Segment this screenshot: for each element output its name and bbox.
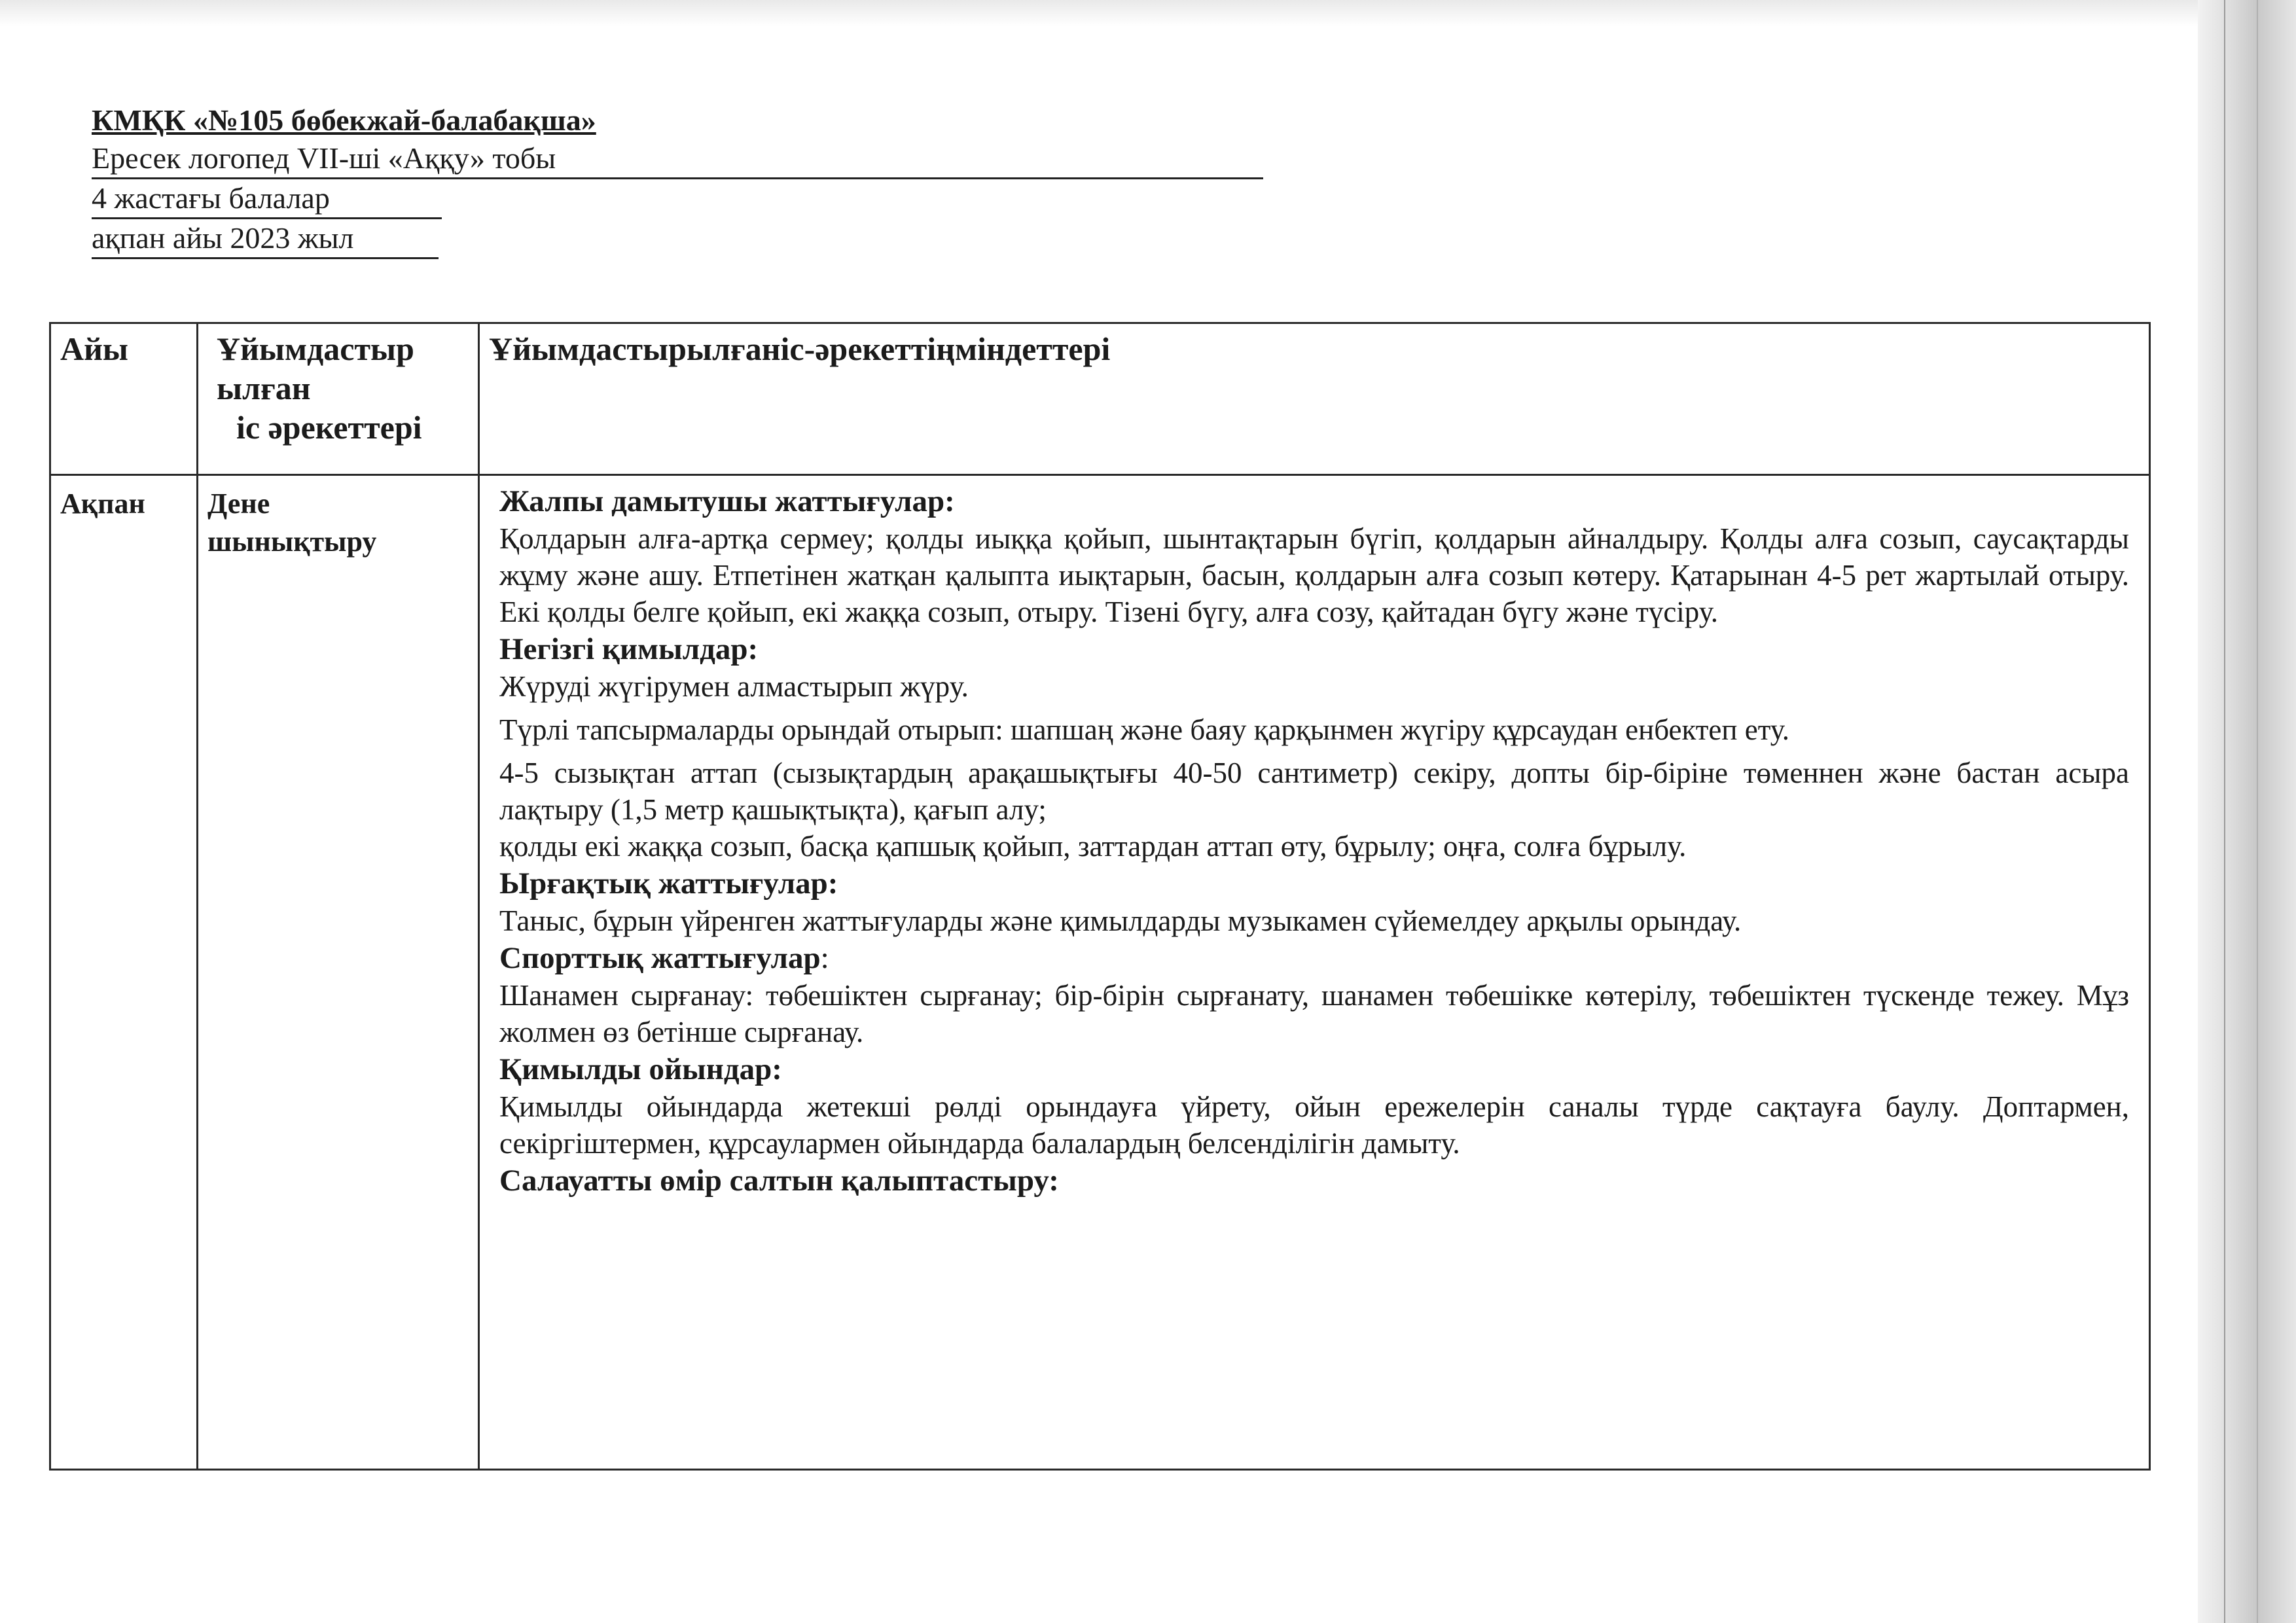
section-paragraph: Таныс, бұрын үйренген жаттығуларды және қимылдарды музыкамен сүйемелдеу арқылы орындау. <box>499 904 1742 937</box>
document-header <box>92 101 1335 259</box>
section-paragraph: Қимылды ойындарда жетекші рөлді орындауға үйрету, ойын ережелерін саналы түрде сақтауға баулу. Доптармен, секіргіштермен, құрсаулармен ойындарда балалардың белсенділігін дамыту. <box>499 1090 2129 1160</box>
activity-plan-table <box>49 322 2151 1471</box>
section-title: Негізгі қимылдар: <box>499 632 759 666</box>
section-title: Спорттық жаттығулар: <box>499 941 829 975</box>
row-activity <box>198 475 479 1470</box>
section-paragraph: 4-5 сызықтан аттап (сызықтардың арақашықтығы 40-50 сантиметр) секіру, допты бір-біріне төменнен және бастан асыра лақтыру (1,5 метр қашықтықта), қағып алу; <box>499 757 2129 826</box>
section-general-exercises <box>499 482 2129 630</box>
scan-top-shadow <box>0 0 2199 26</box>
section-sport-exercises <box>499 939 2129 1050</box>
section-paragraph: Қолдарын алға-артқа сермеу; қолды иыққа қойып, шынтақтарын бүгіп, қолдарын айналдыру. Қолды алға созып, саусақтарды жұму және ашу. Етпетінен жатқан қалыпта иықтарын, басын, қолдарын алға созып көтеру. Қатарынан 4-5 рет жартылай отыру. Екі қолды белге қойып, екі жаққа созып, отыру. Тізені бүгу, алға созу, қайтадан бүгу және түсіру. <box>499 522 2129 628</box>
scan-page-edge <box>2198 0 2296 1623</box>
header-tasks: Ұйымдастырылғаніс-әрекеттіңміндеттері <box>479 323 2150 475</box>
section-movement-games <box>499 1050 2129 1162</box>
section-title: Қимылды ойындар: <box>499 1052 782 1086</box>
section-paragraph: Түрлі тапсырмаларды орындай отырып: шапшаң және баяу қарқынмен жүгіру құрсаудан енбектеп ету. <box>499 713 1790 746</box>
table-header-row <box>50 323 2150 475</box>
row-month: Ақпан <box>50 475 198 1470</box>
row-tasks <box>479 475 2150 1470</box>
section-paragraph: қолды екі жаққа созып, басқа қапшық қойып, заттардан аттап өту, бұрылу; оңға, солға бұрылу. <box>499 830 1687 863</box>
section-healthy-lifestyle <box>499 1162 2129 1200</box>
header-activity-line2: ылған <box>217 370 311 406</box>
row-activity-line2: шынықтыру <box>207 526 377 558</box>
plan-date: ақпан айы 2023 жыл <box>92 219 439 259</box>
header-month: Айы <box>50 323 198 475</box>
section-basic-movements <box>499 630 2129 865</box>
section-title: Салауатты өмір салтын қалыптастыру: <box>499 1164 1059 1198</box>
section-rhythmic-exercises <box>499 865 2129 939</box>
section-title: Ырғақтық жаттығулар: <box>499 866 838 901</box>
group-name: Ересек логопед VII-ші «Аққу» тобы <box>92 139 1263 179</box>
table-row <box>50 475 2150 1470</box>
section-paragraph: Жүруді жүгірумен алмастырып жүру. <box>499 670 969 703</box>
header-activity-line3: іс әрекеттері <box>236 409 422 446</box>
section-title-colon: : <box>820 941 829 975</box>
age-group: 4 жастағы балалар <box>92 179 442 219</box>
institution-title: КМҚК «№105 бөбекжай-балабақша» <box>92 103 596 137</box>
header-activity <box>198 323 479 475</box>
header-activity-line1: Ұйымдастыр <box>217 330 414 367</box>
section-paragraph: Шанамен сырғанау: төбешіктен сырғанау; бір-бірін сырғанату, шанамен төбешікке көтерілу, төбешіктен түскенде тежеу. Мұз жолмен өз бетінше сырғанау. <box>499 979 2129 1048</box>
row-activity-line1: Дене <box>207 488 270 520</box>
section-title: Жалпы дамытушы жаттығулар: <box>499 484 955 518</box>
